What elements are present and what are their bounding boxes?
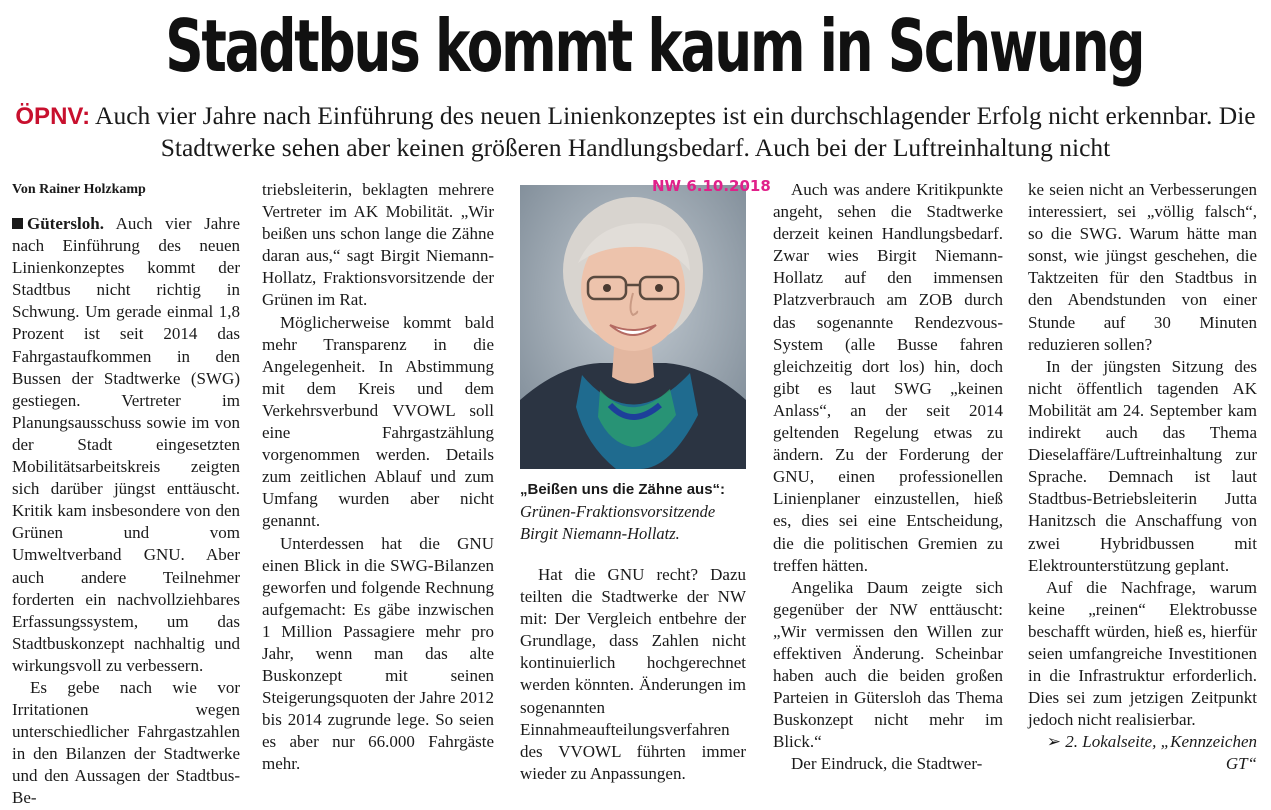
paragraph: ke seien nicht an Verbesserungen interessiert, sei „völlig falsch“, so die SWG. Warum hätte man sonst, wie jüngst geschehen, die Taktzeiten für den Stadtbus in den Abendstunden von einer Stunde auf 30 Minuten reduzieren sollen?	[1028, 180, 1257, 354]
column-1	[12, 179, 240, 810]
caption-text: Grünen-Fraktionsvorsitzende Birgit Niemann-Hollatz.	[520, 502, 716, 543]
paragraph: Hat die GNU recht? Dazu teilten die Stadtwerke der NW mit: Der Vergleich entbehre der Grundlage, dass Zahlen nicht kontinuierlich hochgerechnet werden könnten. Änderungen im sogenannten Einnahmeaufteilungsverfahren des VVOWL führten immer wieder zu Anpassungen.	[520, 565, 746, 783]
column-3	[520, 564, 746, 785]
lead-paragraph	[12, 213, 240, 677]
lead-text: Auch vier Jahre nach Einführung des neuen Linienkonzeptes kommt der Stadtbus nicht richtig in Schwung. Um gerade einmal 1,8 Prozent ist seit 2014 das Fahrgastaufkommen in den Bussen der Stadtwerke (SWG) gestiegen. Vertreter im Planungsausschuss sowie im von der Stadt eingesetzten Mobilitätsarbeitskreis zeigten sich darüber jüngst enttäuscht. Kritik kam insbesondere von den Grünen und vom Umweltverband GNU. Aber auch andere Teilnehmer forderten ein nachvollziehbares Erfassungssystem, um das Stadtbuskonzept nachhaltig und wirkungsvoll zu verbessern.	[12, 214, 240, 675]
subhead-text: Auch vier Jahre nach Einführung des neuen Linienkonzeptes ist ein durchschlagender Erfolg nicht erkennbar. Die Stadtwerke sehen aber keinen größeren Handlungsbedarf. Auch bei der Luftreinhaltung nicht	[95, 101, 1256, 162]
cross-reference-text: 2. Lokalseite, „Kennzeichen GT“	[1065, 732, 1257, 774]
subheadline	[14, 100, 1257, 163]
photo-caption	[520, 478, 746, 545]
paragraph: In der jüngsten Sitzung des nicht öffentlich tagenden AK Mobilität am 24. September kam indirekt auch das Thema Dieselaffäre/Luftreinhaltung zur Sprache. Demnach ist laut Stadtbus-Betriebsleiterin Jutta Hanitzsch die Anschaffung von zwei Hybridbussen mit Elektrounterstützung geplant.	[1028, 356, 1257, 575]
column-2	[262, 179, 494, 776]
subhead-kicker: ÖPNV:	[15, 103, 91, 130]
byline: Von Rainer Holzkamp	[12, 182, 146, 197]
square-bullet-icon	[12, 218, 23, 229]
dateline-location: Gütersloh.	[27, 214, 104, 233]
date-stamp: NW 6.10.2018	[652, 177, 771, 195]
paragraph: Möglicherweise kommt bald mehr Transparenz in die Angelegenheit. In Abstimmung mit dem Kreis und dem Verkehrsverbund VVOWL soll eine Fahrgastzählung vorgenommen werden. Details zum zeitlichen Ablauf und zum Umfang wurden aber nicht genannt.	[262, 312, 494, 531]
cross-reference	[1028, 731, 1257, 775]
paragraph: triebsleiterin, beklagten mehrere Vertreter im AK Mobilität. „Wir beißen uns schon lange die Zähne daran aus,“ sagt Birgit Niemann-Hollatz, Fraktionsvorsitzende der Grünen im Rat.	[262, 180, 494, 310]
paragraph: Angelika Daum zeigte sich gegenüber der NW enttäuscht: „Wir vermissen den Willen zur effektiven Änderung. Scheinbar haben auch die beiden großen Parteien in Gütersloh das Thema Buskonzept nicht mehr im Blick.“	[773, 577, 1003, 752]
column-4	[773, 179, 1003, 776]
paragraph: Auf die Nachfrage, warum keine „reinen“ Elektrobusse beschafft würden, hieß es, hierfür seien umfangreiche Investitionen in die Infrastruktur erforderlich. Dies sei zum jetzigen Zeitpunkt jedoch nicht realisierbar.	[1028, 577, 1257, 730]
portrait-illustration	[520, 185, 746, 469]
portrait-photo	[520, 185, 746, 469]
paragraph: Auch was andere Kritikpunkte angeht, sehen die Stadtwerke derzeit keinen Handlungsbedarf. Zwar wies Birgit Niemann-Hollatz auf den immensen Platzverbrauch am ZOB durch das sogenannte Rendezvous-System (alle Busse fahren gleichzeitig dort los) hin, doch gibt es laut SWG „keinen Anlass“, an der seit 2014 geltenden Regelung etwas zu ändern. Zu der Forderung der GNU, einen professionellen Linienplaner einzustellen, hieß es, dies sei eine Entscheidung, die die politischen Gremien zu treffen hätten.	[773, 180, 1003, 575]
arrow-right-icon: ➢	[1046, 732, 1062, 752]
column-5	[1028, 179, 1257, 776]
paragraph: Unterdessen hat die GNU einen Blick in die SWG-Bilanzen geworfen und folgende Rechnung aufgemacht: Es gäbe inzwischen 1 Million Passagiere mehr pro Jahr, wenn man das alte Buskonzept mit seinen Steigerungsquoten der Jahre 2012 bis 2014 zugrunde lege. So seien es aber nur 66.000 Fahrgäste mehr.	[262, 533, 494, 774]
caption-lead: „Beißen uns die Zähne aus“:	[520, 481, 726, 498]
headline: Stadtbus kommt kaum in Schwung	[165, 4, 1144, 88]
paragraph: Der Eindruck, die Stadtwer-	[791, 754, 983, 774]
paragraph: Es gebe nach wie vor Irritationen wegen unterschiedlicher Fahrgastzahlen in den Bilanzen der Stadtwerke und den Aussagen der Stadtbus-Be-	[12, 677, 240, 808]
